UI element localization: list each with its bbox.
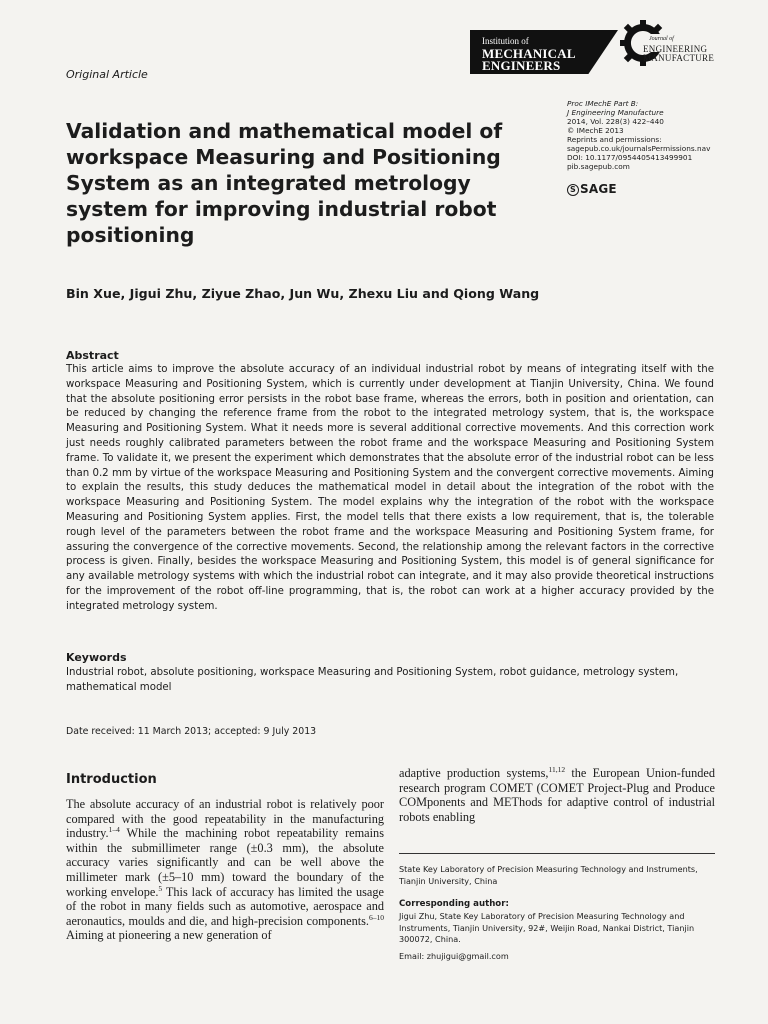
intro-text: While the machining robot repeatability remains within the submillimeter range (±0.3 mm), the absolute accuracy varies significantly and can be well above the millimeter mark (±5–10 mm) toward the boundary of the working envelope. [66,826,384,899]
sage-logo [567,182,617,196]
meta-reprints: Reprints and permissions: [567,135,662,144]
citation-ref[interactable]: 6–10 [369,912,384,922]
author-list: Bin Xue, Jigui Zhu, Ziyue Zhao, Jun Wu, Zhexu Liu and Qiong Wang [66,286,540,301]
intro-text: Aiming at pioneering a new generation of [66,928,272,943]
citation-ref[interactable]: 1–4 [108,825,120,835]
citation-ref[interactable]: 5 [158,883,163,893]
email-link[interactable]: Email: zhujigui@gmail.com [399,951,509,961]
meta-volume: 2014, Vol. 228(3) 422–440 [567,117,664,126]
publisher-logo-line1: Institution of [482,36,529,46]
intro-text: This lack of accuracy has limited the usage of the robot in many fields such as automotive, aerospace and aeronautics, moulds and die, and high-precision components. [66,884,384,928]
introduction-column-2 [399,766,715,824]
meta-proc: Proc IMechE Part B: [567,99,639,108]
affiliation-note: State Key Laboratory of Precision Measuring Technology and Instruments, Tianjin University, China [399,864,698,886]
meta-reprints-link[interactable]: sagepub.co.uk/journalsPermissions.nav [567,144,711,153]
meta-site-link[interactable]: pib.sagepub.com [567,162,630,171]
publication-meta [567,99,757,171]
introduction-column-1 [66,797,384,943]
keywords-text: Industrial robot, absolute positioning, workspace Measuring and Positioning System, robot guidance, metrology system, mathematical model [66,667,679,693]
corresponding-author-heading: Corresponding author: [399,899,509,909]
introduction-heading: Introduction [66,772,157,787]
corresponding-author-text: Jigui Zhu, State Key Laboratory of Precision Measuring Technology and Instruments, Tianjin University, 92#, Weijin Road, Nankai District, Tianjin 300072, China. [399,911,695,944]
abstract-heading: Abstract [66,349,119,362]
keywords-heading: Keywords [66,651,127,664]
intro-text: The absolute accuracy of an industrial robot is relatively poor compared with the good repeatability in the manufacturing industry. [66,797,384,841]
abstract-text: This article aims to improve the absolute accuracy of an individual industrial robot by means of integrating itself with the workspace Measuring and Positioning System, which is currently under development at Tianjin University, China. We found that the absolute positioning error persists in the robot base frame, whereas the errors, both in position and orientation, can be reduced by changing the reference frame from the robot to the integrated metrology system, that is, the workspace Measuring and Positioning System. What it needs more is several additional corrective movements. And this correction work just needs roughly calibrated parameters between the robot frame and the workspace Measuring and Positioning System frame. To validate it, we present the experiment which demonstrates that the absolute error of the industrial robot can be less than 0.2 mm by virtue of the workspace Measuring and Positioning System and the convergent corrective movements. Aiming to explain the results, this study deduces the mathematical model in detail about the integration of the robot with the workspace Measuring and Positioning System. The model explains why the integration of the robot with the workspace Measuring and Positioning System applies. First, the model tells that there exists a low requirement, that is, the tolerable rough level of the parameters between the robot frame and the workspace Measuring and Positioning System frame, for assuring the convergence of the corrective movements. Second, the relationship among the relevant factors in the corrective process is given. Finally, besides the workspace Measuring and Positioning System, this model is of general significance for any available metrology systems with which the industrial robot can integrate, and it may also provide theoretical instructions for the improvement of the robot off-line programming, that is, the robot can work at a higher accuracy provided by the integrated metrology system. [66,364,714,612]
publisher-logo-line2: MECHANICAL [482,46,576,61]
meta-copyright: © IMechE 2013 [567,126,624,135]
meta-doi[interactable]: DOI: 10.1177/0954405413499901 [567,153,693,162]
intro-text: the European Union-funded research program COMET (COMET Project-Plug and Produce COMponents and METhods for adaptive control of industrial robots enabling [399,766,715,824]
article-title: Validation and mathematical model of workspace Measuring and Positioning System as an integrated metrology system for improving industrial robot positioning [66,119,503,247]
footnote-divider [399,853,715,854]
citation-ref[interactable]: 11,12 [548,765,566,774]
meta-journal: J Engineering Manufacture [567,108,664,117]
journal-logo-line2: ENGINEERING [643,44,708,54]
publisher-logo-line3: ENGINEERS [482,58,561,73]
journal-logo-line3: MANUFACTURE [643,53,715,63]
sage-s-icon: S [567,184,579,196]
journal-logo-line1: Journal of [649,36,674,42]
intro-text: adaptive production systems, [399,766,549,780]
article-type: Original Article [66,68,148,81]
dates-line: Date received: 11 March 2013; accepted: 9 July 2013 [66,726,317,737]
sage-logo-text: SAGE [580,182,617,196]
